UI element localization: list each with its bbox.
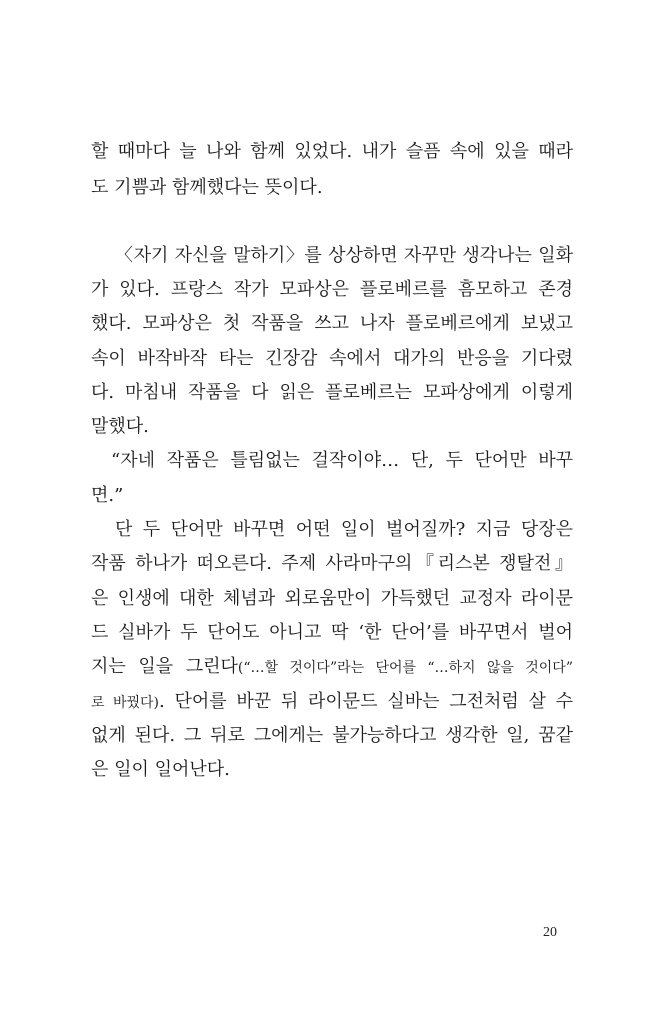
text-line: 드 실바가 두 단어도 아니고 딱 ‘한 단어’를 바꾸면서 벌어 bbox=[91, 622, 573, 643]
text-line: 은 일이 일어난다. bbox=[91, 759, 230, 780]
text-note: 로 바꿨다) bbox=[91, 695, 160, 711]
text-line: 면.” bbox=[91, 485, 124, 506]
text-main: . 단어를 바꾼 뒤 라이문드 실바는 그전처럼 살 수 bbox=[159, 691, 573, 712]
text-line: 다. 마침내 작품을 다 읽은 플로베르는 모파상에게 이렇게 bbox=[91, 382, 573, 403]
text-line: 작품 하나가 떠오른다. 주제 사라마구의『리스본 쟁탈전』 bbox=[91, 553, 573, 574]
text-line: 단 두 단어만 바꾸면 어떤 일이 벌어질까? 지금 당장은 bbox=[115, 519, 573, 540]
text-line: “자네 작품은 틀림없는 걸작이야… 단, 두 단어만 바꾸 bbox=[111, 450, 573, 471]
text-line: 말했다. bbox=[91, 416, 149, 437]
text-line-mixed bbox=[91, 690, 573, 715]
text-line-mixed bbox=[91, 655, 573, 680]
text-line: 도 기쁨과 함께했다는 뜻이다. bbox=[91, 177, 323, 198]
text-line: 했다. 모파상은 첫 작품을 쓰고 나자 플로베르에게 보냈고 bbox=[91, 313, 573, 334]
text-note: (“…할 것이다”라는 단어를 “…하지 않을 것이다” bbox=[237, 660, 573, 676]
text-line: 없게 된다. 그 뒤로 그에게는 불가능하다고 생각한 일, 꿈같 bbox=[91, 725, 573, 746]
text-line: 가 있다. 프랑스 작가 모파상은 플로베르를 흠모하고 존경 bbox=[91, 279, 573, 300]
text-line: 〈자기 자신을 말하기〉를 상상하면 자꾸만 생각나는 일화 bbox=[115, 245, 573, 266]
text-line: 은 인생에 대한 체념과 외로움만이 가득했던 교정자 라이문 bbox=[91, 588, 573, 609]
text-line: 속이 바작바작 타는 긴장감 속에서 대가의 반응을 기다렸 bbox=[91, 348, 573, 369]
page-number: 20 bbox=[543, 925, 557, 940]
text-main: 지는 일을 그린다 bbox=[91, 656, 238, 677]
text-line: 할 때마다 늘 나와 함께 있었다. 내가 슬픔 속에 있을 때라 bbox=[91, 141, 573, 162]
